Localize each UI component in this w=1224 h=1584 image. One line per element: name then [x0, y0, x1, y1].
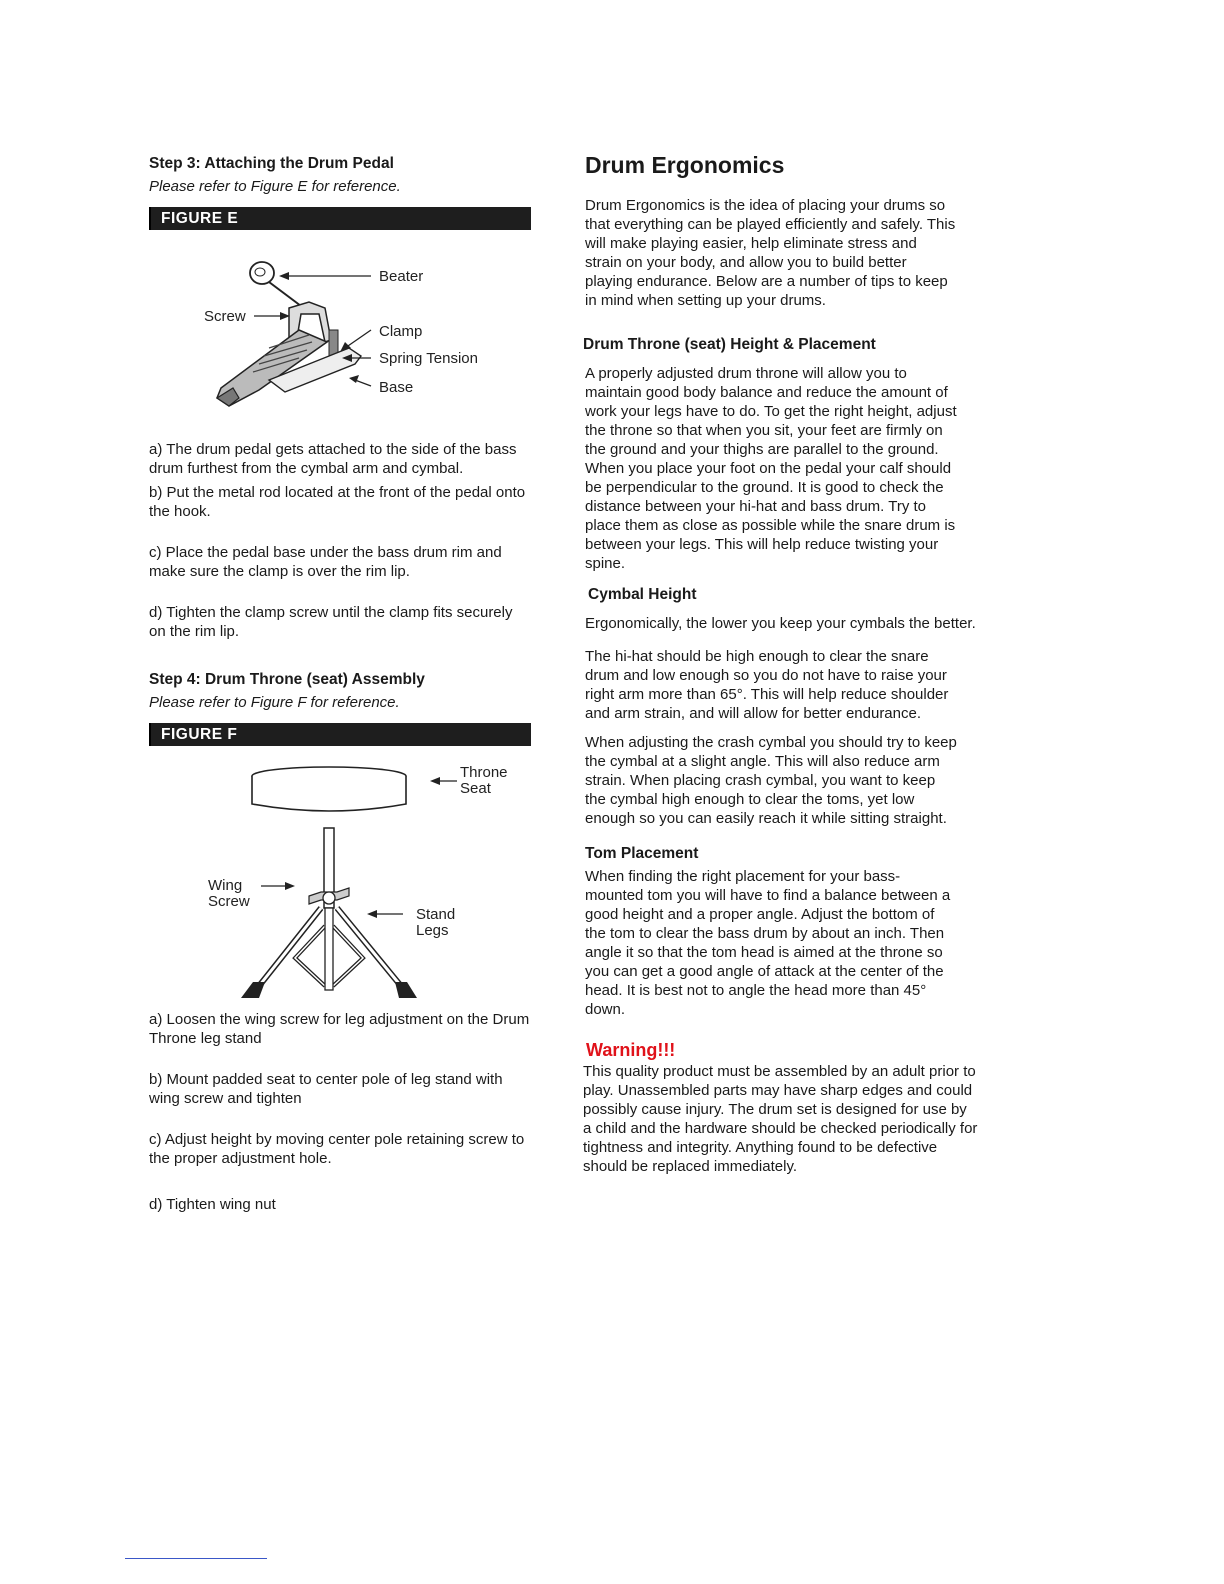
cymbal-text-3: When adjusting the crash cymbal you should try to keep the cymbal at a slight angle. This will also reduce arm strain. When placing crash cymbal, you want to keep the cymbal high enough to clear the toms, yet low enough so you can easily reach it while sitting straight.: [585, 734, 957, 827]
figure-f-diagram: [149, 746, 531, 1000]
cymbal-text-1: Ergonomically, the lower you keep your cymbals the better.: [585, 615, 976, 632]
ergonomics-title: Drum Ergonomics: [585, 152, 785, 178]
lower-pole-shape: [325, 908, 333, 990]
wing-nut-shape: [323, 892, 335, 904]
right-foot-shape: [395, 982, 417, 998]
label-throne: Throne: [460, 764, 508, 781]
beater-shaft: [269, 282, 301, 306]
label-screw: Screw: [204, 308, 246, 325]
left-foot-shape: [241, 982, 265, 998]
label-stand: Stand: [416, 906, 456, 923]
ergonomics-intro: Drum Ergonomics is the idea of placing your drums so that everything can be played efficiently and safely. This will make playing easier, help eliminate stress and strain on your body, and allow you to build better playing endurance. Below are a number of tips to keep in mind when setting up your drums.: [585, 197, 956, 309]
tom-heading: Tom Placement: [585, 845, 699, 862]
label-clamp: Clamp: [379, 323, 423, 340]
footer-line: [125, 1558, 267, 1559]
cymbal-heading: Cymbal Height: [588, 586, 697, 603]
left-column: [149, 153, 531, 1214]
step4-a: a) Loosen the wing screw for leg adjustment on the Drum Throne leg stand: [149, 1011, 530, 1047]
label-beater: Beater: [379, 268, 424, 285]
label-wing: Wing: [208, 877, 243, 894]
step3-d: d) Tighten the clamp screw until the clamp fits securely on the rim lip.: [149, 604, 513, 640]
stand-arrowhead: [367, 910, 377, 918]
step4-c: c) Adjust height by moving center pole retaining screw to the proper adjustment hole.: [149, 1131, 525, 1167]
step4-title: Step 4: Drum Throne (seat) Assembly: [149, 671, 425, 688]
warning-heading: Warning!!!: [586, 1040, 676, 1060]
drum-pedal-illustration: [149, 230, 531, 430]
beater-head-shape: [250, 262, 274, 284]
right-column: [583, 150, 1013, 1176]
clamp-arrow: [345, 330, 371, 348]
step4-instructions: [149, 1010, 531, 1214]
step4-b: b) Mount padded seat to center pole of leg stand with wing screw and tighten: [149, 1071, 503, 1107]
figure-e-diagram: [149, 230, 531, 430]
figure-e-label: FIGURE E: [149, 207, 531, 230]
step3-a: a) The drum pedal gets attached to the side of the bass drum furthest from the cymbal arm and cymbal.: [149, 441, 517, 477]
beater-arrowhead: [279, 272, 289, 280]
step4-d: d) Tighten wing nut: [149, 1196, 276, 1213]
label-spring-tension: Spring Tension: [379, 350, 478, 367]
base-arrow: [355, 380, 371, 386]
tom-text: When finding the right placement for your bass-mounted tom you will have to find a balance between a good height and a proper angle. Adjust the bottom of the tom to clear the bass drum by about an inch. Then angle it so that the tom head is aimed at the throne so you can get a good angle of attack at the center of the head. It is best not to angle the head more than 45° down.: [585, 868, 951, 1018]
drum-throne-illustration: [149, 746, 531, 1000]
base-arrowhead: [349, 375, 359, 383]
label-wing-screw: Screw: [208, 893, 250, 910]
seat-side-shape: [252, 776, 406, 811]
step3-subtitle: Please refer to Figure E for reference.: [149, 178, 401, 195]
label-base: Base: [379, 379, 414, 396]
throne-text: A properly adjusted drum throne will allow you to maintain good body balance and reduce the amount of work your legs have to do. To get the right height, adjust the throne so that when you sit, your feet are firmly on the ground and your thighs are parallel to the ground. When you place your foot on the pedal your calf should be perpendicular to the ground. It is good to check the distance between your hi-hat and bass drum. Try to place them as close as possible while the snare drum is between your legs. This will help reduce twisting your spine.: [585, 365, 957, 572]
step4-subtitle: Please refer to Figure F for reference.: [149, 694, 400, 711]
figure-f-label: FIGURE F: [149, 723, 531, 746]
label-seat: Seat: [460, 780, 491, 797]
warning-text: This quality product must be assembled by an adult prior to play. Unassembled parts may have sharp edges and could possibly cause injury. The drum set is designed for use by a child and the hardware should be checked periodically for tightness and integrity. Anything found to be defective should be replaced immediately.: [583, 1063, 978, 1175]
throne-arrowhead: [430, 777, 440, 785]
step3-title: Step 3: Attaching the Drum Pedal: [149, 155, 394, 172]
step3-b: b) Put the metal rod located at the front of the pedal onto the hook.: [149, 484, 526, 520]
step3-c: c) Place the pedal base under the bass drum rim and make sure the clamp is over the rim lip.: [149, 544, 502, 580]
wing-arrowhead: [285, 882, 295, 890]
step3-instructions: [149, 440, 531, 641]
throne-heading: Drum Throne (seat) Height & Placement: [583, 336, 876, 353]
label-legs: Legs: [416, 922, 449, 939]
cymbal-text-2: The hi-hat should be high enough to clear the snare drum and low enough so you do not have to raise your right arm more than 65°. This will help reduce shoulder and arm strain, and will allow for better endurance.: [585, 648, 949, 722]
